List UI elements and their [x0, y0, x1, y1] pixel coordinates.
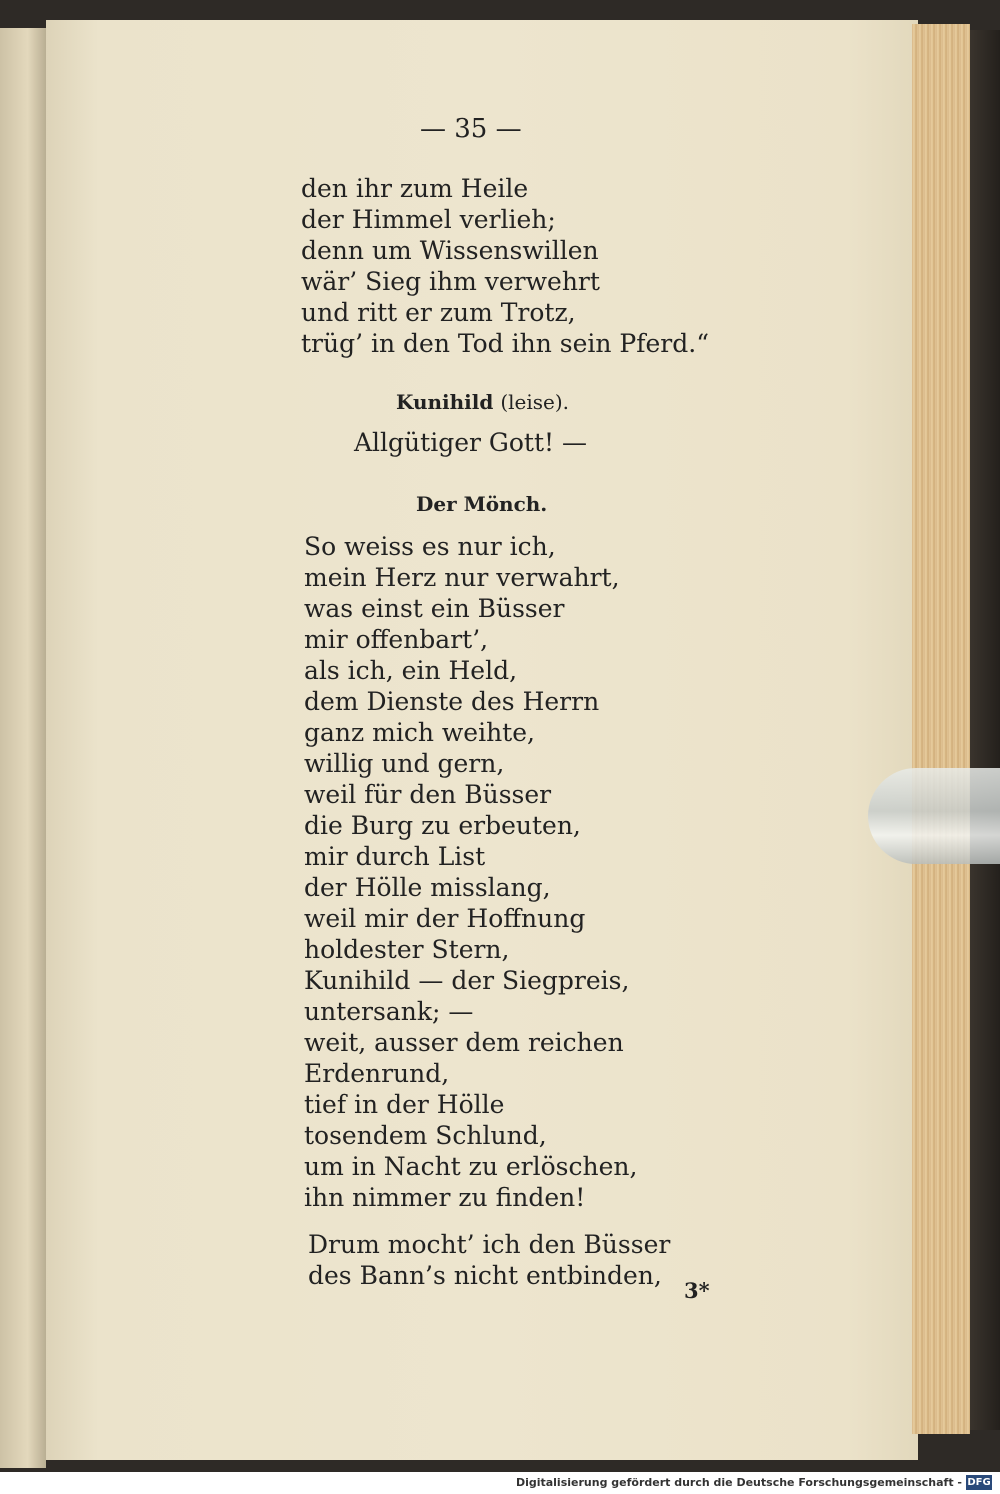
- verse-line: wär’ Sieg ihm verwehrt: [301, 267, 600, 296]
- verse-line: trüg’ in den Tod ihn sein Pferd.“: [301, 329, 709, 358]
- speaker-heading-kunihild: [396, 390, 569, 414]
- verse-line: holdester Stern,: [304, 935, 510, 964]
- verse-line: ihn nimmer zu finden!: [304, 1183, 586, 1212]
- verse-line: untersank; —: [304, 997, 474, 1026]
- verse-line: dem Dienste des Herrn: [304, 687, 600, 716]
- verse-line: weit, ausser dem reichen: [304, 1028, 624, 1057]
- verse-line: tosendem Schlund,: [304, 1121, 547, 1150]
- verse-line: denn um Wissenswillen: [301, 236, 599, 265]
- left-page-edge: [0, 28, 46, 1468]
- verse-line: mir durch List: [304, 842, 486, 871]
- verse-line: tief in der Hölle: [304, 1090, 505, 1119]
- verse-line: der Hölle misslang,: [304, 873, 551, 902]
- verse-line: um in Nacht zu erlöschen,: [304, 1152, 638, 1181]
- book-page: [46, 20, 918, 1460]
- page-number: — 35 —: [420, 114, 522, 144]
- stage-direction: (leise).: [500, 390, 570, 414]
- speaker-name: Kunihild: [396, 390, 494, 414]
- verse-line: und ritt er zum Trotz,: [301, 298, 576, 327]
- page-edges: [912, 24, 970, 1434]
- verse-line: willig und gern,: [304, 749, 505, 778]
- digitization-footer: [0, 1472, 1000, 1494]
- verse-line: des Bann’s nicht entbinden,: [308, 1261, 662, 1290]
- verse-line: Erdenrund,: [304, 1059, 450, 1088]
- verse-line: mein Herz nur verwahrt,: [304, 563, 620, 592]
- dfg-logo: DFG: [967, 1477, 991, 1488]
- verse-line: den ihr zum Heile: [301, 174, 529, 203]
- verse-line: was einst ein Büsser: [304, 594, 565, 623]
- verse-line: Kunihild — der Siegpreis,: [304, 966, 630, 995]
- verse-line: die Burg zu erbeuten,: [304, 811, 581, 840]
- verse-line: der Himmel verlieh;: [301, 205, 556, 234]
- footer-credit: Digitalisierung gefördert durch die Deutsche Forschungsgemeinschaft -: [515, 1476, 962, 1489]
- page-holder-clip: [868, 768, 1000, 864]
- book-shadow: [970, 30, 1000, 1430]
- verse-line: Drum mocht’ ich den Büsser: [308, 1230, 671, 1259]
- verse-line: weil für den Büsser: [304, 780, 552, 809]
- verse-line: als ich, ein Held,: [304, 656, 518, 685]
- verse-line: weil mir der Hoffnung: [304, 904, 586, 933]
- signature-mark: 3*: [684, 1278, 710, 1303]
- verse-line: Allgütiger Gott! —: [354, 428, 587, 457]
- verse-line: mir offenbart’,: [304, 625, 489, 654]
- verse-line: So weiss es nur ich,: [304, 532, 556, 561]
- speaker-heading-monk: Der Mönch.: [416, 492, 548, 516]
- verse-line: ganz mich weihte,: [304, 718, 535, 747]
